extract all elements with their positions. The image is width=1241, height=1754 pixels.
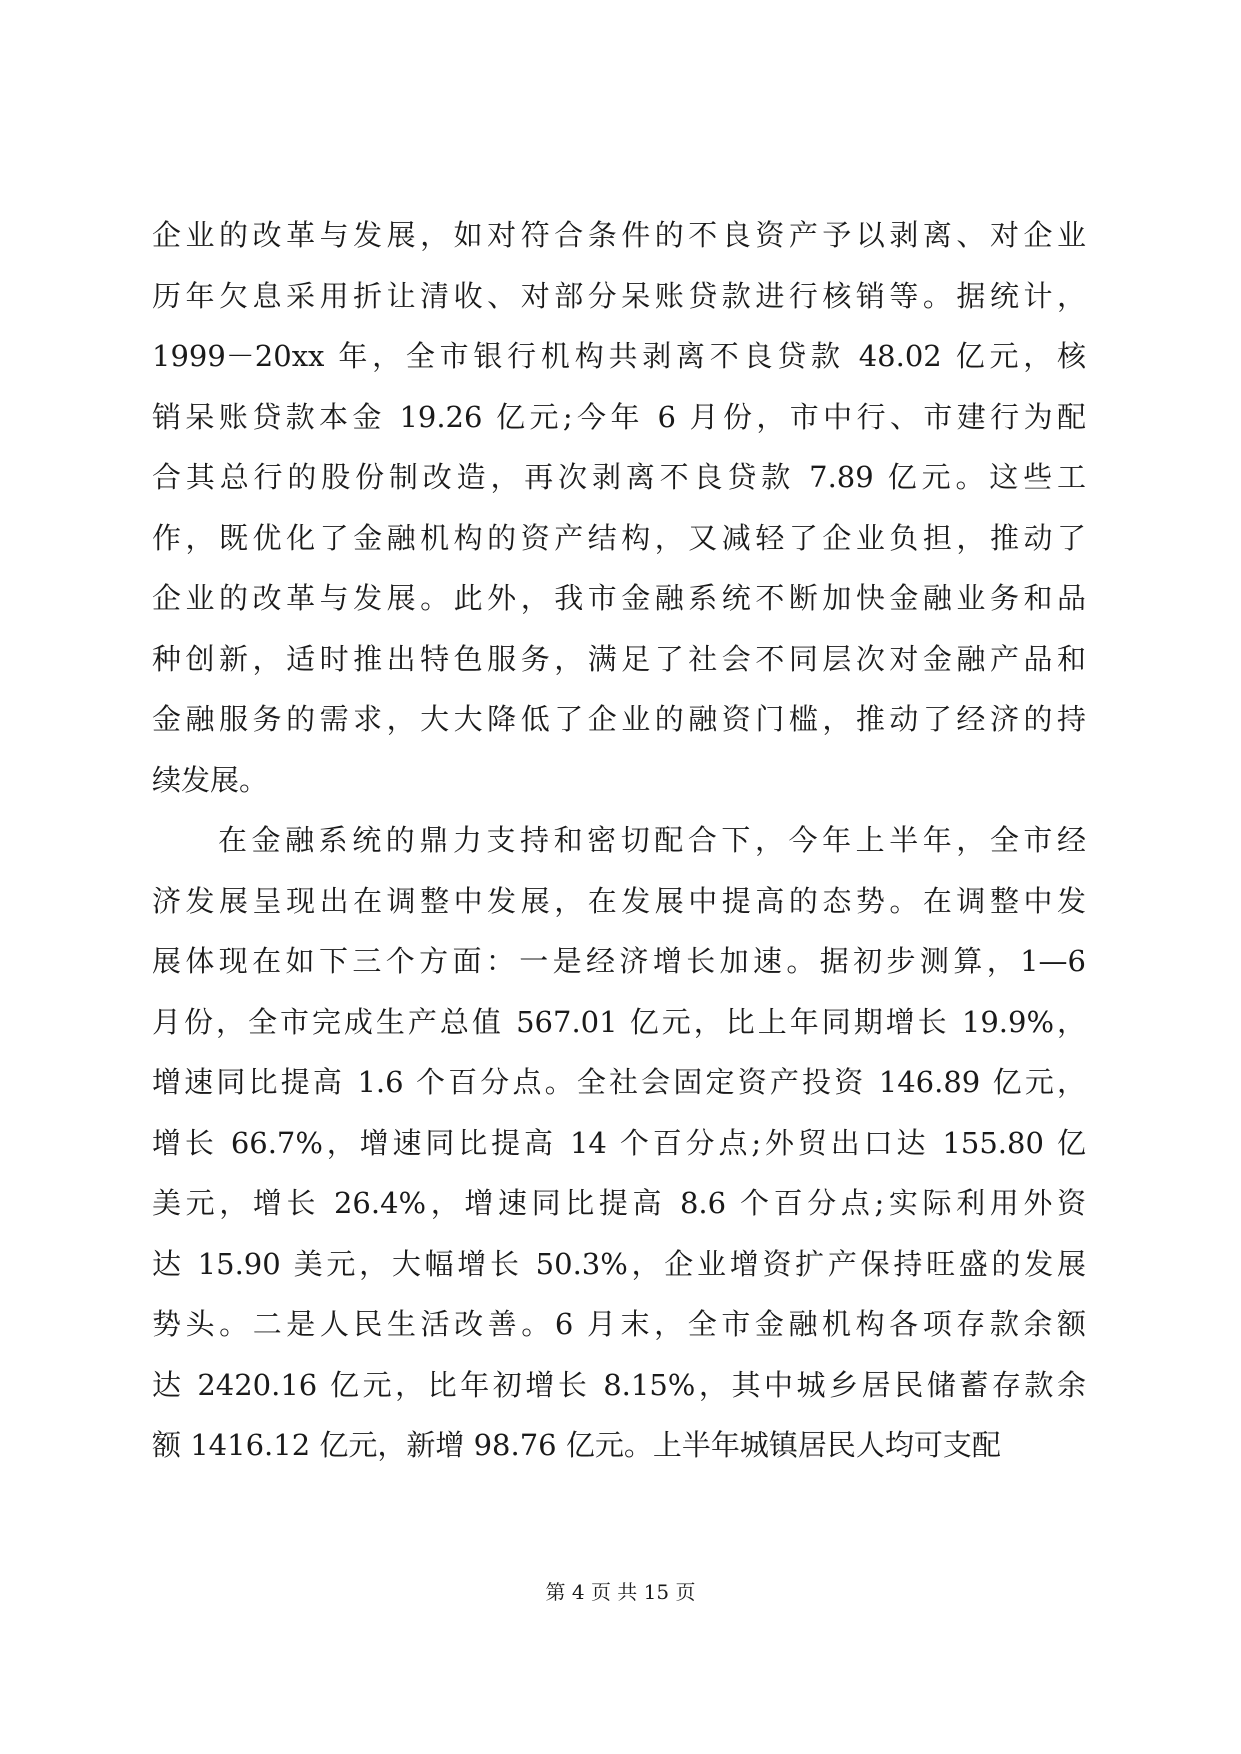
text-line: 达 2420.16 亿元，比年初增长 8.15%，其中城乡居民储蓄存款余 bbox=[152, 1367, 1086, 1402]
text-line: 增速同比提高 1.6 个百分点。全社会固定资产投资 146.89 亿元， bbox=[152, 1065, 1086, 1099]
text-line: 达 15.90 美元，大幅增长 50.3%，企业增资扩产保持旺盛的发展 bbox=[152, 1246, 1086, 1281]
text-line: 种创新，适时推出特色服务，满足了社会不同层次对金融产品和 bbox=[152, 641, 1086, 676]
text-line: 在金融系统的鼎力支持和密切配合下，今年上半年，全市经 bbox=[218, 823, 1086, 857]
text-line: 势头。二是人民生活改善。6 月末，全市金融机构各项存款余额 bbox=[152, 1307, 1086, 1341]
text-line: 销呆账贷款本金 19.26 亿元;今年 6 月份，市中行、市建行为配 bbox=[152, 399, 1086, 434]
text-line: 美元，增长 26.4%，增速同比提高 8.6 个百分点;实际利用外资 bbox=[152, 1186, 1086, 1220]
text-line: 企业的改革与发展，如对符合条件的不良资产予以剥离、对企业 bbox=[152, 218, 1086, 252]
text-line: 展体现在如下三个方面：一是经济增长加速。据初步测算，1—6 bbox=[152, 944, 1086, 978]
text-line: 额 1416.12 亿元，新增 98.76 亿元。上半年城镇居民人均可支配 bbox=[152, 1428, 1001, 1462]
text-line: 1999－20xx 年，全市银行机构共剥离不良贷款 48.02 亿元，核 bbox=[152, 339, 1086, 373]
text-line: 续发展。 bbox=[152, 762, 269, 797]
page-footer: 第 4 页 共 15 页 bbox=[545, 1580, 696, 1604]
text-line: 合其总行的股份制改造，再次剥离不良贷款 7.89 亿元。这些工 bbox=[152, 460, 1086, 494]
text-line: 作，既优化了金融机构的资产结构，又减轻了企业负担，推动了 bbox=[152, 520, 1086, 555]
text-line: 月份，全市完成生产总值 567.01 亿元，比上年同期增长 19.9%， bbox=[152, 1004, 1086, 1039]
text-line: 济发展呈现出在调整中发展，在发展中提高的态势。在调整中发 bbox=[152, 883, 1086, 918]
text-line: 增长 66.7%，增速同比提高 14 个百分点;外贸出口达 155.80 亿 bbox=[152, 1125, 1086, 1160]
text-line: 企业的改革与发展。此外，我市金融系统不断加快金融业务和品 bbox=[152, 581, 1086, 615]
text-line: 金融服务的需求，大大降低了企业的融资门槛，推动了经济的持 bbox=[152, 702, 1086, 736]
text-line: 历年欠息采用折让清收、对部分呆账贷款进行核销等。据统计， bbox=[152, 278, 1086, 313]
document-body bbox=[152, 205, 1086, 1476]
